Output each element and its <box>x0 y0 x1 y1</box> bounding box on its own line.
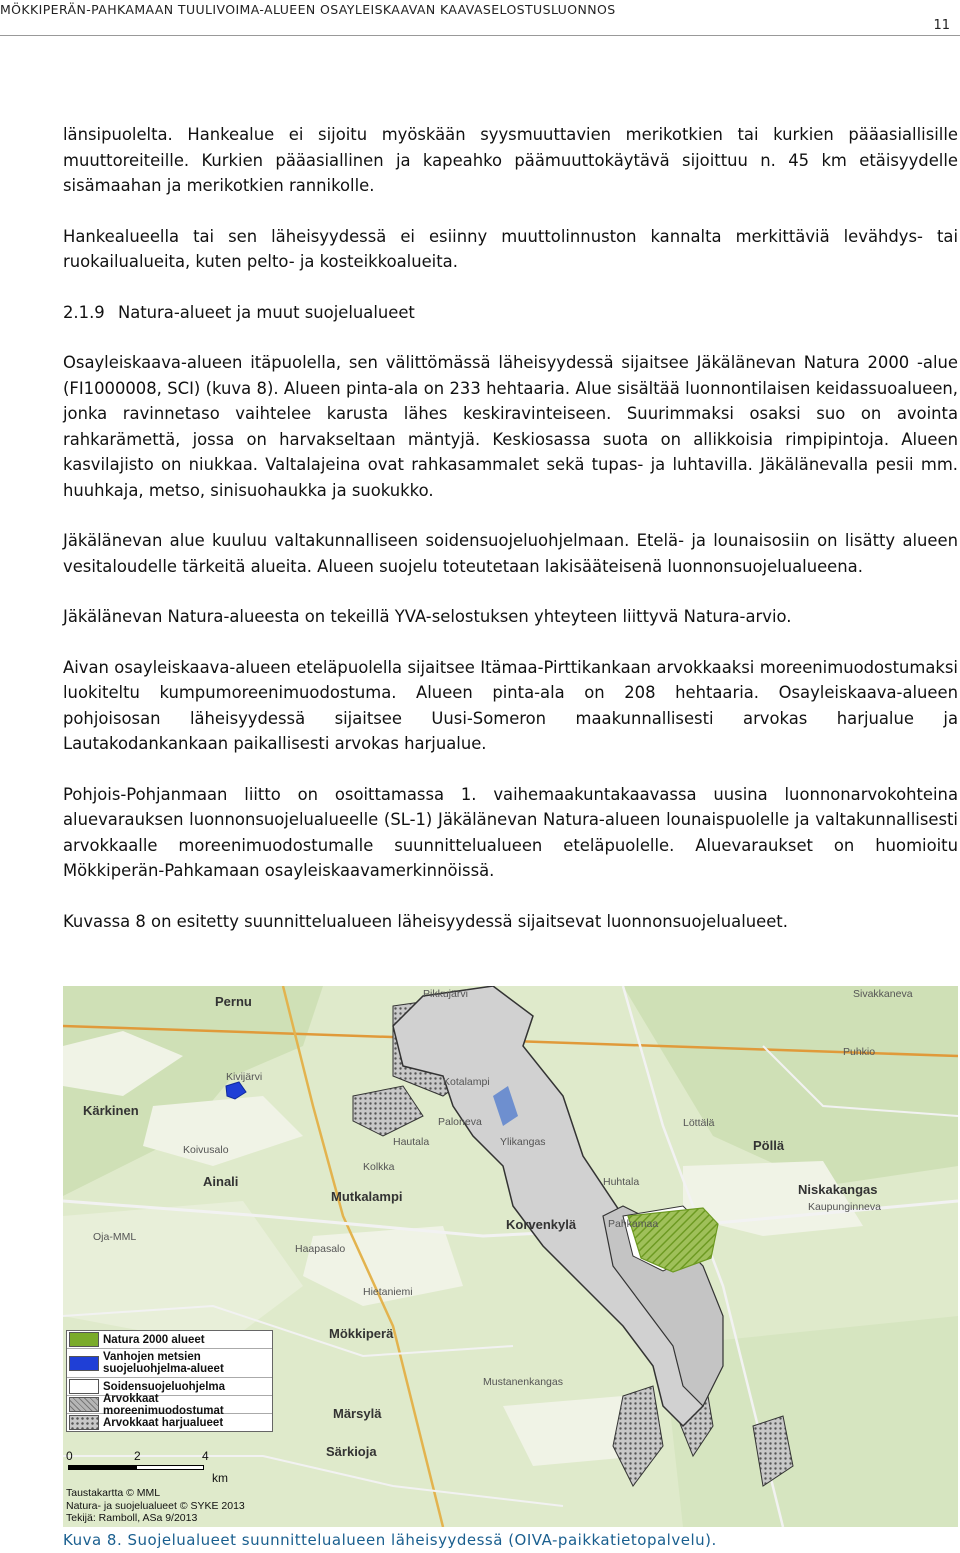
legend-swatch <box>69 1415 99 1430</box>
place-label-pikkujarvi: Pikkujärvi <box>423 988 468 1000</box>
place-label-mokkipera: Mökkiperä <box>329 1326 394 1341</box>
credit-line: Natura- ja suojelualueet © SYKE 2013 <box>66 1499 245 1512</box>
scale-bar <box>66 1449 226 1485</box>
map-graphic <box>63 986 958 1527</box>
legend-label: Arvokkaat moreenimuodostumat <box>103 1392 224 1417</box>
place-label-pahkamaa: Pahkamaa <box>608 1218 659 1230</box>
document-title: MÖKKIPERÄN-PAHKAMAAN TUULIVOIMA-ALUEEN OSAYLEISKAAVAN KAAVASELOSTUSLUONNOS <box>0 2 616 17</box>
place-label-sarkioja: Särkioja <box>326 1444 377 1459</box>
legend-item-esker <box>67 1414 272 1431</box>
place-label-mutkalampi: Mutkalampi <box>331 1189 403 1204</box>
map-credits <box>66 1487 245 1525</box>
scale-segment <box>136 1465 204 1470</box>
place-label-haapasalo: Haapasalo <box>295 1243 346 1255</box>
credit-line: Tekijä: Ramboll, ASa 9/2013 <box>66 1512 198 1524</box>
legend-item-old-forests <box>67 1349 272 1378</box>
place-label-mustanenkangas: Mustanenkangas <box>483 1376 563 1388</box>
map-legend <box>66 1330 273 1432</box>
place-label-hautala: Hautala <box>393 1136 430 1148</box>
legend-swatch <box>69 1332 99 1347</box>
place-label-kolkka: Kolkka <box>363 1161 395 1173</box>
scale-segment <box>68 1465 136 1470</box>
figure-caption: Kuva 8. Suojelualueet suunnittelualueen läheisyydessä (OIVA-paikkatietopalvelu). <box>63 1531 717 1549</box>
paragraph-7: Pohjois-Pohjanmaan liitto on osoittamassa 1. vaihemaakuntakaavassa uusina luonnonarvokohteina aluevarauksen luonnonsuojelualueelle (SL-1) Jäkälänevan Natura-alueen lounaispuolelle ja valtakunnallisesti arvokkaalle moreenimuodostumalle suunnittelualueen eteläpuolelle. Aluevaraukset on huomioitu Mökkiperän-Pahkamaan osayleiskaavamerkinnöissä. <box>63 784 958 880</box>
place-label-hietaniemi: Hietaniemi <box>363 1286 413 1298</box>
paragraph-5: Jäkälänevan Natura-alueesta on tekeillä YVA-selostuksen yhteyteen liittyvä Natura-arvio. <box>63 607 792 626</box>
place-label-niskakangas: Niskakangas <box>798 1182 878 1197</box>
scale-tick-2: 2 <box>134 1449 141 1463</box>
legend-swatch <box>69 1397 99 1412</box>
legend-label: Arvokkaat harjualueet <box>103 1416 224 1429</box>
legend-label: Soidensuojeluohjelma <box>103 1380 226 1393</box>
credit-line: Taustakartta © MML <box>66 1487 161 1499</box>
place-label-marsyla: Märsylä <box>333 1406 382 1421</box>
place-label-kivijarvi: Kivijärvi <box>226 1071 263 1083</box>
place-label-karkinen: Kärkinen <box>83 1103 139 1118</box>
place-label-korvenkyla: Korvenkylä <box>506 1217 577 1232</box>
page-header <box>0 0 960 38</box>
legend-swatch <box>69 1379 99 1394</box>
place-label-pernu: Pernu <box>215 994 252 1009</box>
scale-tick-4: 4 <box>202 1449 209 1463</box>
section-title: Natura-alueet ja muut suojelualueet <box>117 302 415 322</box>
legend-label: Natura 2000 alueet <box>103 1333 205 1346</box>
legend-item-moraine <box>67 1392 272 1417</box>
page-number: 11 <box>933 18 950 33</box>
place-label-kaupunginneva: Kaupunginneva <box>808 1201 881 1213</box>
place-label-polla: Pöllä <box>753 1138 785 1153</box>
section-heading <box>63 300 958 326</box>
header-divider <box>0 35 960 36</box>
protected-areas-map <box>63 986 958 1527</box>
place-label-koivusalo: Koivusalo <box>183 1144 229 1156</box>
place-label-ylikangas: Ylikangas <box>500 1136 546 1148</box>
scale-unit: km <box>212 1471 228 1485</box>
legend-label: Vanhojen metsien suojeluohjelma-alueet <box>103 1351 224 1375</box>
paragraph-6: Aivan osayleiskaava-alueen eteläpuolella sijaitsee Itämaa-Pirttikankaan arvokkaaksi moreenimuodostumaksi luokiteltu kumpumoreenimuodostuma. Alueen pinta-ala on 208 hehtaaria. Osayleiskaava-alueen pohjoisosan läheisyydessä sijaitsee Uusi-Someron maakunnallisesti arvokas harjualue ja Lautakodankankaan paikallisesti arvokas harjualue. <box>63 657 958 753</box>
legend-item-natura <box>67 1331 272 1349</box>
place-label-sivakkaneva: Sivakkaneva <box>853 988 913 1000</box>
body-text <box>63 122 958 959</box>
legend-swatch <box>69 1356 99 1371</box>
paragraph-1: länsipuolelta. Hankealue ei sijoitu myöskään syysmuuttavien merikotkien tai kurkien pääasiallisille muuttoreiteille. Kurkien pääasiallinen ja kapeahko päämuuttokäytävä sijoittuu n. 45 km etäisyydelle sisämaahan ja merikotkien rannikolle. <box>63 125 958 195</box>
place-label-lottala: Löttälä <box>683 1117 715 1129</box>
paragraph-8: Kuvassa 8 on esitetty suunnittelualueen läheisyydessä sijaitsevat luonnonsuojelualueet. <box>63 911 788 931</box>
place-label-kotalampi: Kotalampi <box>443 1076 490 1088</box>
place-label-paloneva: Paloneva <box>438 1116 482 1128</box>
place-label-ainali: Ainali <box>203 1174 239 1189</box>
paragraph-4: Jäkälänevan alue kuuluu valtakunnalliseen soidensuojeluohjelmaan. Etelä- ja lounaisosiin on lisätty alueen vesitaloudelle tärkeitä alueita. Alueen suojelu toteutetaan lakisääteisenä luonnonsuojelualueena. <box>63 531 958 576</box>
place-label-oja: Oja-MML <box>93 1231 137 1243</box>
section-number: 2.1.9 <box>63 302 105 322</box>
paragraph-3: Osayleiskaava-alueen itäpuolella, sen välittömässä läheisyydessä sijaitsee Jäkälänevan Natura 2000 -alue (FI1000008, SCI) (kuva 8). Alueen pinta-ala on 233 hehtaaria. Alue sisältää luonnontilaisen keidassuoalueen, jonka ravinnetaso vaihtelee karusta lähes keskiravinteiseen. Suurimmaksi osaksi suo on avointa rahkarämettä, jossa on harvakseltaan mäntyjä. Keskiosassa suota on allikkoisia rimpipintoja. Alueen kasvilajisto on niukkaa. Valtalajeina ovat rahkasammalet sekä tupas- ja luhtavilla. Jäkälänevalla pesii mm. huuhkaja, metso, sinisuohaukka ja suokukko. <box>63 353 958 500</box>
place-label-puhkio: Puhkio <box>843 1046 876 1058</box>
place-label-huhtala: Huhtala <box>603 1176 640 1188</box>
scale-tick-0: 0 <box>66 1449 73 1463</box>
paragraph-2: Hankealueella tai sen läheisyydessä ei esiinny muuttolinnuston kannalta merkittäviä levähdys- tai ruokailualueita, kuten pelto- ja kosteikkoalueita. <box>63 226 958 271</box>
